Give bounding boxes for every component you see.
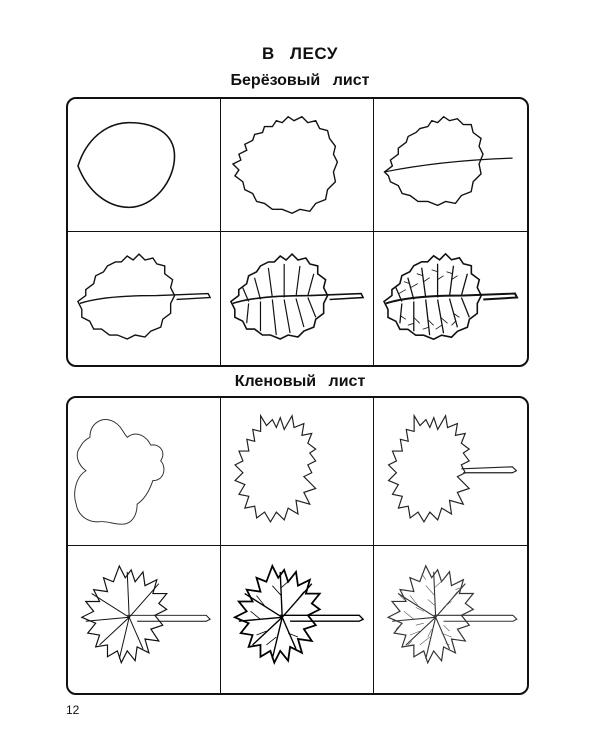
birch-step-5 — [221, 232, 374, 365]
page-title: В ЛЕСУ — [262, 44, 338, 63]
birch-stem-drawing — [374, 99, 527, 231]
maple-veins-drawing — [68, 546, 220, 694]
birch-serrated-drawing — [221, 99, 373, 231]
birch-midrib-drawing — [68, 232, 220, 365]
maple-rough-drawing — [68, 398, 220, 545]
birch-section-title: Берёзовый лист — [230, 72, 370, 89]
maple-stem-drawing — [374, 398, 527, 545]
maple-finished-drawing — [374, 546, 527, 694]
maple-section-title: Кленовый лист — [234, 373, 366, 390]
birch-step-6 — [374, 232, 527, 365]
maple-step-4 — [68, 546, 221, 694]
maple-step-5 — [221, 546, 374, 694]
maple-shaded-drawing — [221, 546, 373, 694]
maple-step-1 — [68, 398, 221, 546]
page-number: 12 — [66, 703, 80, 717]
maple-step-3 — [374, 398, 527, 546]
birch-step-4 — [68, 232, 221, 365]
birch-steps-grid — [66, 97, 529, 367]
maple-step-6 — [374, 546, 527, 694]
birch-veins-drawing — [221, 232, 373, 365]
maple-lobed-drawing — [221, 398, 373, 545]
birch-step-1 — [68, 99, 221, 232]
birch-detailed-drawing — [374, 232, 527, 365]
birch-step-2 — [221, 99, 374, 232]
birch-outline-drawing — [68, 99, 220, 231]
maple-step-2 — [221, 398, 374, 546]
birch-step-3 — [374, 99, 527, 232]
maple-steps-grid — [66, 396, 529, 695]
